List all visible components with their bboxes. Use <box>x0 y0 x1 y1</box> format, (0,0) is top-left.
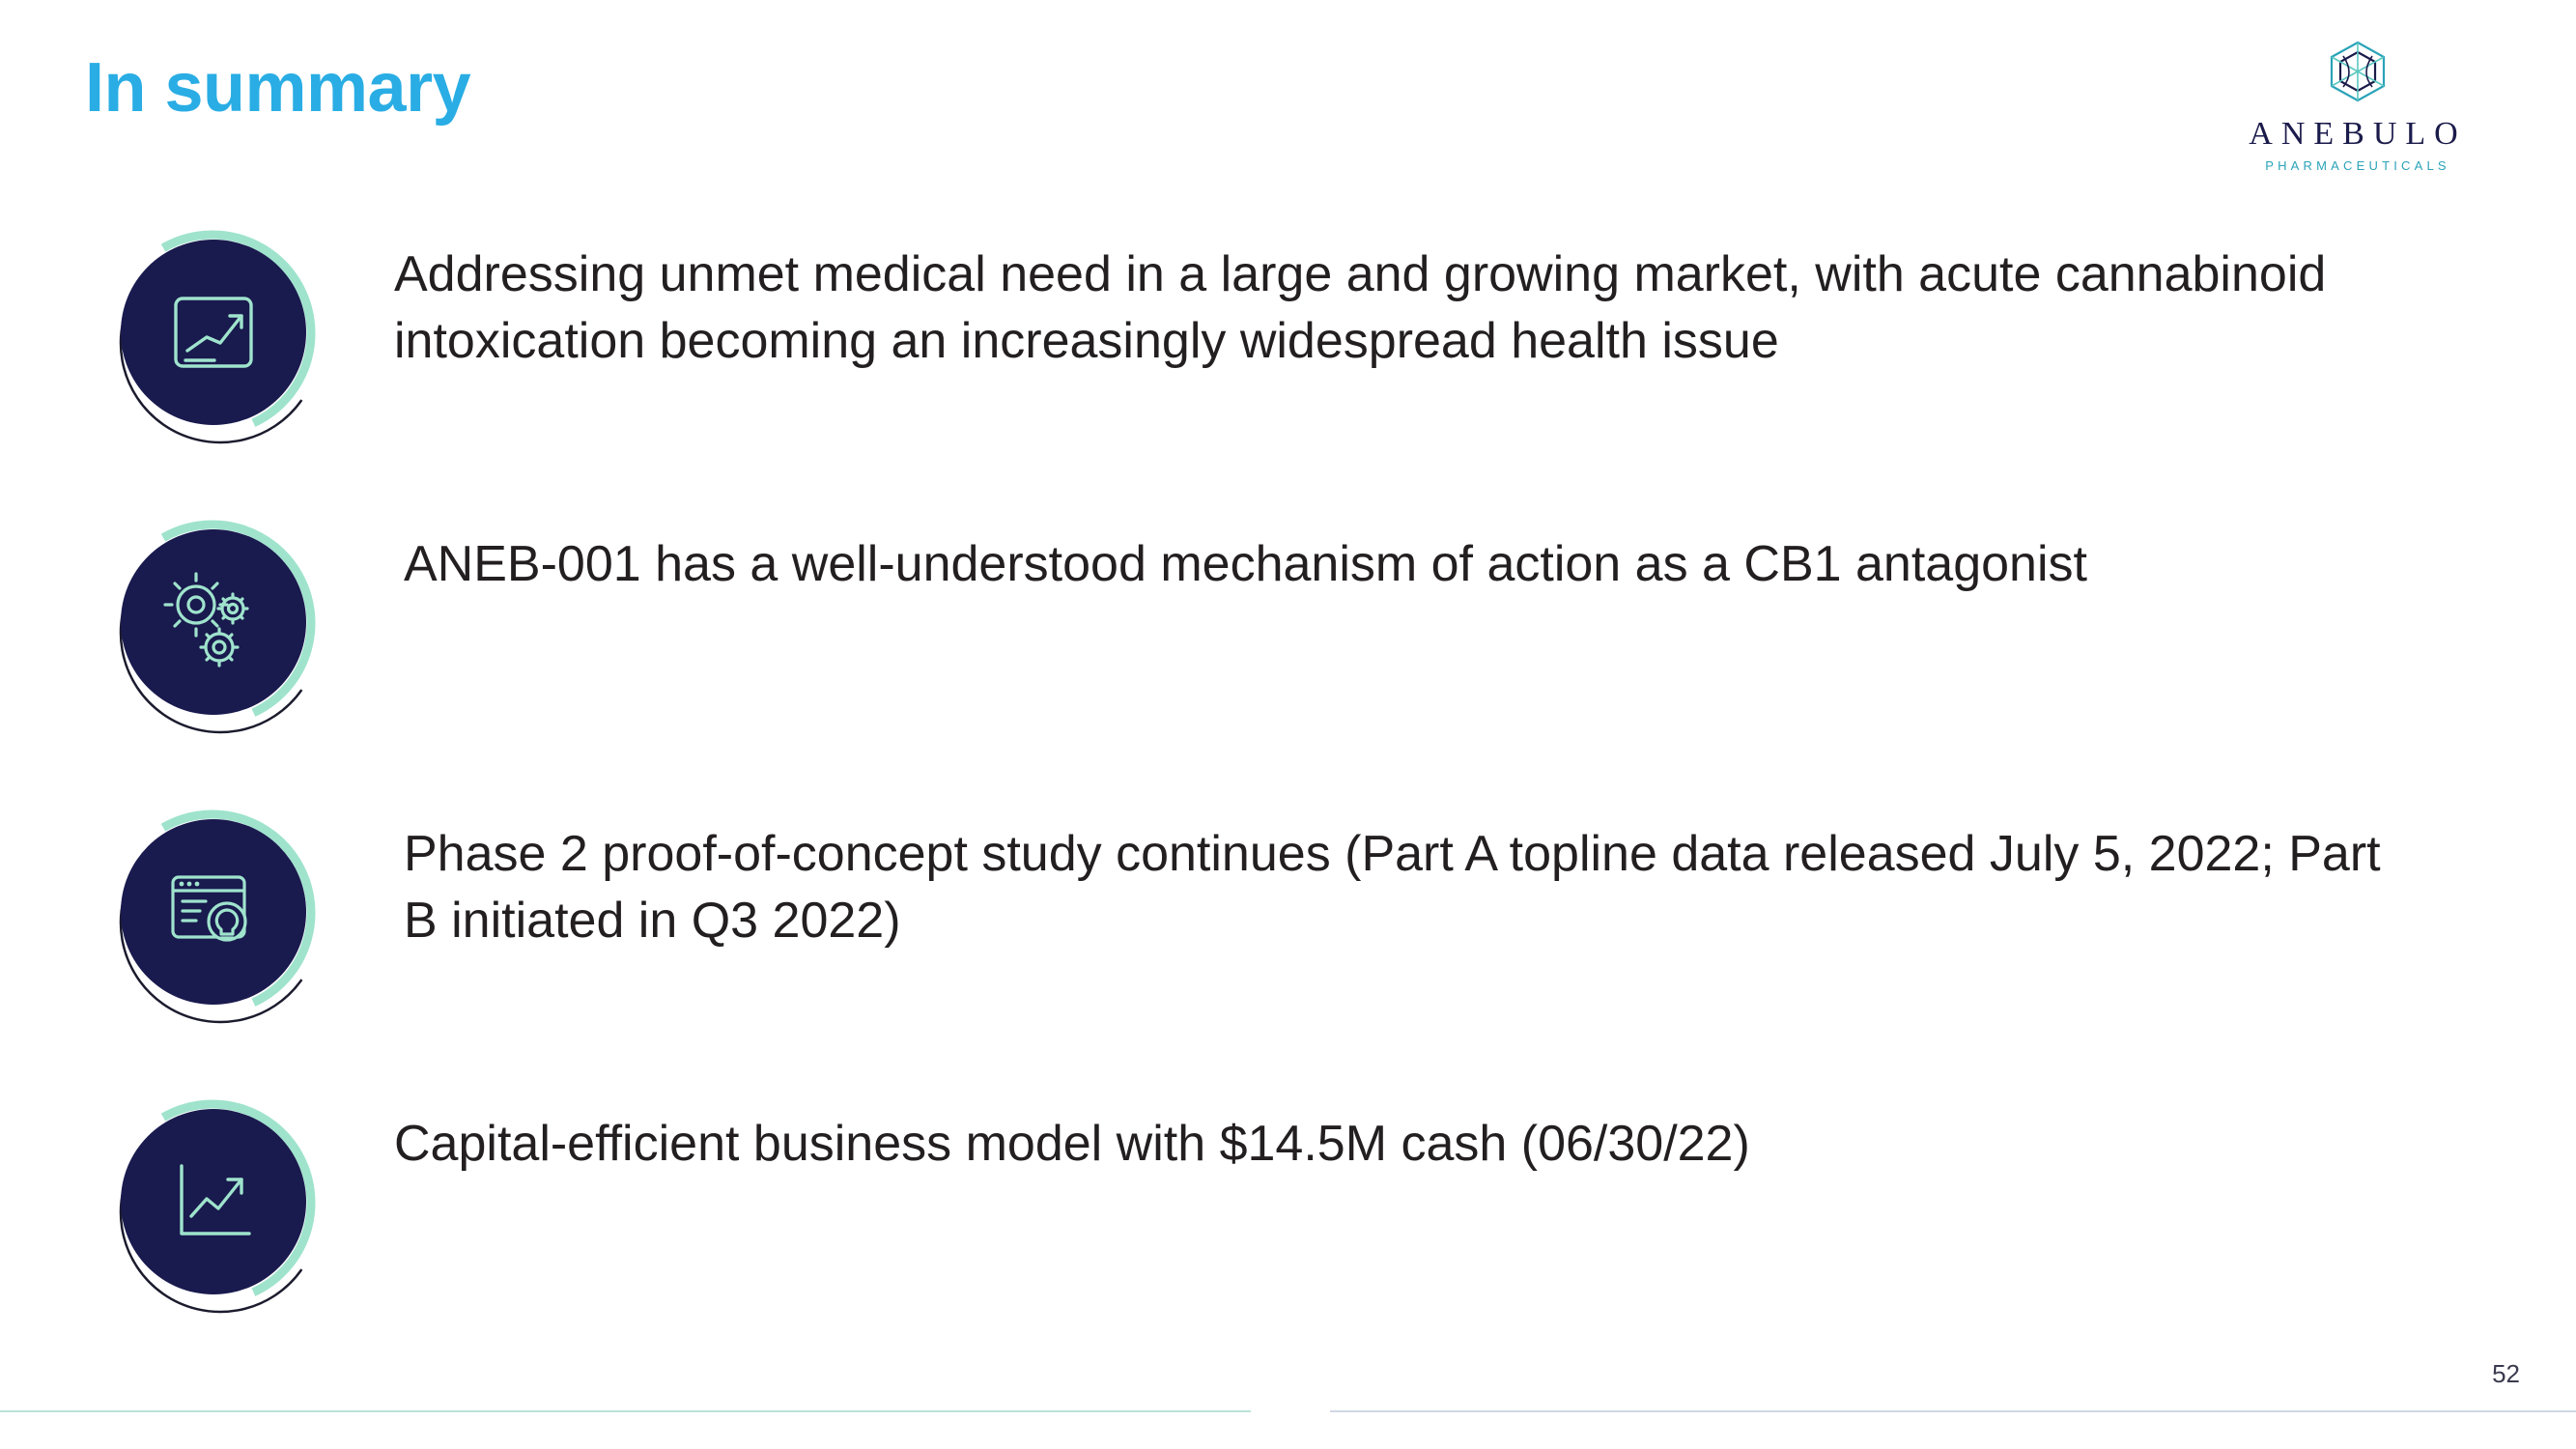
bullet-text-4: Capital-efficient business model with $14.5M cash (06/30/22) <box>394 1116 1750 1172</box>
bullet-icon-1 <box>97 222 338 464</box>
footer-rule-left <box>0 1410 1251 1412</box>
list-item <box>0 222 2576 512</box>
logo-tagline: PHARMACEUTICALS <box>2265 158 2450 173</box>
gears-icon <box>159 568 268 676</box>
growth-chart-in-box-icon <box>160 279 267 385</box>
bullet-text-3: Phase 2 proof-of-concept study continues (Part A topline data released July 5, 2022; Part B initiated in Q3 2022) <box>404 826 2381 949</box>
bullet-icon-2 <box>97 512 338 753</box>
icon-disc <box>121 819 306 1005</box>
list-item <box>0 802 2576 1092</box>
page-title: In summary <box>85 49 471 127</box>
page-number: 52 <box>2492 1359 2520 1388</box>
line-chart-arrow-icon <box>160 1149 267 1255</box>
summary-bullet-list <box>0 222 2576 1381</box>
bullet-icon-3 <box>97 802 338 1043</box>
list-item <box>0 512 2576 802</box>
list-item <box>0 1092 2576 1381</box>
icon-disc <box>121 240 306 425</box>
icon-disc <box>121 529 306 715</box>
logo-wordmark: ANEBULO <box>2249 116 2467 152</box>
browser-lightbulb-icon <box>159 858 268 966</box>
footer-rule-right <box>1330 1410 2576 1412</box>
company-logo <box>2232 37 2483 173</box>
bullet-text-1: Addressing unmet medical need in a large and growing market, with acute cannabinoid intoxication becoming an increasingly widespread health issue <box>394 246 2327 369</box>
icon-disc <box>121 1109 306 1294</box>
anebulo-hexagon-logo <box>2232 37 2483 112</box>
bullet-icon-4 <box>97 1092 338 1333</box>
bullet-text-2: ANEB-001 has a well-understood mechanism of action as a CB1 antagonist <box>404 536 2087 592</box>
